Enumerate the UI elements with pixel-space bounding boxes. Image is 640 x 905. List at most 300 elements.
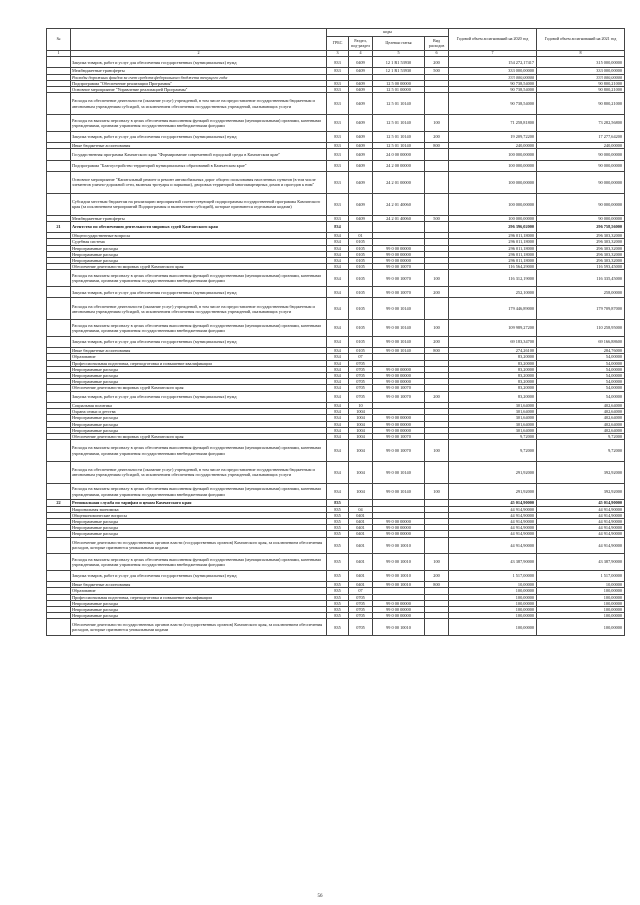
row-amount-2021-cell: 54,00000 — [537, 391, 625, 402]
row-grbs-cell: 834 — [327, 270, 349, 287]
table-row — [47, 554, 625, 571]
row-grbs-cell: 833 — [327, 215, 349, 221]
row-grbs-cell: 834 — [327, 433, 349, 439]
row-grbs-cell: 835 — [327, 600, 349, 606]
header-name — [71, 29, 327, 51]
header-year-2021: Годовой объем ассигнований на 2021 год — [537, 29, 625, 51]
row-name-cell: Закупка товаров, работ и услуг для обеспечения государственных (муниципальных) нужд — [71, 57, 327, 68]
row-grbs-cell: 833 — [327, 115, 349, 132]
row-name-cell: Национальная экономика — [71, 506, 327, 512]
row-name-cell: Расходы на выплаты персоналу в целях обеспечения выполнения функций государственными (муниципальными) органами, казенными учреждениями, органами управления государственными внебюджетными фондами — [71, 483, 327, 500]
row-grbs-cell: 834 — [327, 264, 349, 270]
row-vid-cell — [425, 619, 449, 636]
row-amount-2020-cell: 116 564,29000 — [449, 264, 537, 270]
row-stat-cell: 99 0 00 10140 — [373, 336, 425, 347]
row-razdel-cell: 0705 — [349, 379, 373, 385]
row-stat-cell: 99 0 00 10140 — [373, 320, 425, 337]
row-amount-2020-cell: 296 011,18000 — [449, 245, 537, 251]
row-name-cell: Обеспечение деятельности мировых судей Камчатского края — [71, 385, 327, 391]
row-name-cell: Охрана семьи и детства — [71, 409, 327, 415]
row-vid-cell: 100 — [425, 554, 449, 571]
row-amount-2021-cell: 116 335,45000 — [537, 270, 625, 287]
row-stat-cell: 12 5 00 00000 — [373, 80, 425, 86]
row-amount-2021-cell: 1 517,00000 — [537, 570, 625, 581]
row-vid-cell — [425, 160, 449, 171]
row-grbs-cell: 835 — [327, 518, 349, 524]
row-number-cell — [47, 537, 71, 554]
row-grbs-cell: 833 — [327, 80, 349, 86]
row-stat-cell: 99 0 00 10070 — [373, 440, 425, 462]
row-razdel-cell: 1004 — [349, 433, 373, 439]
row-grbs-cell: 834 — [327, 298, 349, 320]
table-row — [47, 619, 625, 636]
row-name-cell: Непрограммные расходы — [71, 379, 327, 385]
table-row — [47, 221, 625, 232]
row-amount-2021-cell: 100,00000 — [537, 619, 625, 636]
table-row — [47, 391, 625, 402]
row-grbs-cell: 833 — [327, 57, 349, 68]
row-grbs-cell: 833 — [327, 171, 349, 193]
row-amount-2020-cell: 100,00000 — [449, 594, 537, 600]
row-grbs-cell: 834 — [327, 409, 349, 415]
row-stat-cell: 99 0 00 00000 — [373, 518, 425, 524]
table-row — [47, 57, 625, 68]
row-amount-2021-cell: 44 914,90000 — [537, 525, 625, 531]
row-grbs-cell: 835 — [327, 500, 349, 506]
row-stat-cell: 99 0 00 00000 — [373, 427, 425, 433]
row-name-cell: Обеспечение деятельности мировых судей Камчатского края — [71, 433, 327, 439]
row-stat-cell: 99 0 00 10140 — [373, 461, 425, 483]
row-name-cell: Непрограммные расходы — [71, 372, 327, 378]
row-amount-2021-cell: 402,64000 — [537, 402, 625, 408]
row-name-cell: Расходы на выплаты персоналу в целях обеспечения выполнения функций государственными (муниципальными) органами, казенными учреждениями, органами управления государственными внебюджетными фондами — [71, 554, 327, 571]
row-stat-cell: 99 0 00 00000 — [373, 257, 425, 263]
col-number-8: 8 — [537, 51, 625, 57]
row-number-cell — [47, 320, 71, 337]
row-amount-2020-cell: 90 738,54000 — [449, 93, 537, 115]
row-name-cell: Образование — [71, 354, 327, 360]
row-razdel-cell: 1004 — [349, 483, 373, 500]
table-row — [47, 570, 625, 581]
row-razdel-cell: 0409 — [349, 57, 373, 68]
row-vid-cell: 100 — [425, 115, 449, 132]
row-vid-cell: 800 — [425, 348, 449, 354]
row-amount-2021-cell: 54,00000 — [537, 372, 625, 378]
row-razdel-cell: 0409 — [349, 149, 373, 160]
row-razdel-cell: 0105 — [349, 264, 373, 270]
row-amount-2020-cell: 100,00000 — [449, 613, 537, 619]
row-stat-cell: 99 0 00 10140 — [373, 298, 425, 320]
row-stat-cell: 99 0 00 00000 — [373, 531, 425, 537]
row-razdel-cell: 0401 — [349, 525, 373, 531]
col-number-4: 4 — [349, 51, 373, 57]
row-razdel-cell: 0401 — [349, 537, 373, 554]
row-vid-cell: 100 — [425, 270, 449, 287]
col-number-6: 6 — [425, 51, 449, 57]
row-grbs-cell: 834 — [327, 391, 349, 402]
row-razdel-cell: 0105 — [349, 251, 373, 257]
row-amount-2021-cell: 402,64000 — [537, 427, 625, 433]
row-stat-cell: 99 0 00 10010 — [373, 582, 425, 588]
row-amount-2021-cell: 100,00000 — [537, 594, 625, 600]
row-razdel-cell: 0105 — [349, 348, 373, 354]
row-vid-cell: 100 — [425, 320, 449, 337]
row-stat-cell: 99 0 00 10070 — [373, 270, 425, 287]
row-stat-cell: 99 0 00 00000 — [373, 613, 425, 619]
row-amount-2020-cell: 296 396,02000 — [449, 221, 537, 232]
row-grbs-cell: 835 — [327, 554, 349, 571]
row-amount-2021-cell: 392,92000 — [537, 483, 625, 500]
row-amount-2020-cell: 44 914,90000 — [449, 525, 537, 531]
row-amount-2021-cell: 54,00000 — [537, 379, 625, 385]
row-name-cell: Непрограммные расходы — [71, 257, 327, 263]
row-amount-2021-cell: 258,00000 — [537, 286, 625, 297]
table-row — [47, 298, 625, 320]
row-name-cell: Образование — [71, 588, 327, 594]
row-grbs-cell: 834 — [327, 239, 349, 245]
row-razdel-cell: 0401 — [349, 570, 373, 581]
page-number: 56 — [317, 894, 323, 899]
row-amount-2020-cell: 100,00000 — [449, 600, 537, 606]
row-grbs-cell: 835 — [327, 570, 349, 581]
row-amount-2021-cell: 90 000,00000 — [537, 160, 625, 171]
row-name-cell: Непрограммные расходы — [71, 245, 327, 251]
row-name-cell: Непрограммные расходы — [71, 251, 327, 257]
row-amount-2020-cell: 100 000,00000 — [449, 149, 537, 160]
row-amount-2020-cell: 274,26100 — [449, 348, 537, 354]
row-grbs-cell: 834 — [327, 421, 349, 427]
row-name-cell: Непрограммные расходы — [71, 366, 327, 372]
header-vid: Вид расходов — [425, 37, 449, 51]
row-amount-2020-cell: 44 914,90000 — [449, 506, 537, 512]
row-amount-2021-cell: 333 000,00000 — [537, 68, 625, 74]
row-grbs-cell: 833 — [327, 149, 349, 160]
row-stat-cell: 12 5 01 10140 — [373, 142, 425, 148]
row-stat-cell: 99 0 00 10140 — [373, 348, 425, 354]
row-name-cell: Иные бюджетные ассигнования — [71, 142, 327, 148]
row-name-cell: Непрограммные расходы — [71, 531, 327, 537]
row-stat-cell: 12 5 01 10140 — [373, 115, 425, 132]
row-grbs-cell: 835 — [327, 619, 349, 636]
row-razdel-cell: 0105 — [349, 298, 373, 320]
row-amount-2020-cell: 301,64000 — [449, 427, 537, 433]
row-amount-2021-cell: 110 258,95000 — [537, 320, 625, 337]
row-vid-cell: 500 — [425, 215, 449, 221]
row-amount-2021-cell: 10,00000 — [537, 582, 625, 588]
row-name-cell: Непрограммные расходы — [71, 606, 327, 612]
row-amount-2021-cell: 296 303,32000 — [537, 233, 625, 239]
row-grbs-cell: 834 — [327, 483, 349, 500]
col-number-5: 5 — [373, 51, 425, 57]
row-vid-cell — [425, 298, 449, 320]
row-amount-2021-cell: 44 914,90000 — [537, 512, 625, 518]
row-amount-2021-cell: 100,00000 — [537, 588, 625, 594]
row-name-cell: Подпрограмма "Обеспечение реализации Программы" — [71, 80, 327, 86]
row-grbs-cell: 834 — [327, 440, 349, 462]
row-razdel-cell: 1004 — [349, 409, 373, 415]
row-razdel-cell: 0705 — [349, 594, 373, 600]
row-razdel-cell: 0105 — [349, 270, 373, 287]
row-vid-cell — [425, 93, 449, 115]
table-row — [47, 270, 625, 287]
row-razdel-cell: 10 — [349, 402, 373, 408]
row-vid-cell: 200 — [425, 286, 449, 297]
row-number-cell — [47, 149, 71, 160]
row-grbs-cell: 834 — [327, 360, 349, 366]
row-amount-2020-cell: 296 011,18000 — [449, 233, 537, 239]
row-name-cell: Закупка товаров, работ и услуг для обеспечения государственных (муниципальных) нужд — [71, 391, 327, 402]
row-razdel-cell: 0409 — [349, 93, 373, 115]
row-name-cell: Общеэкономические вопросы — [71, 512, 327, 518]
row-amount-2021-cell: 54,00000 — [537, 366, 625, 372]
row-name-cell: Межбюджетные трансферты — [71, 68, 327, 74]
table-row — [47, 160, 625, 171]
row-number-cell — [47, 440, 71, 462]
row-grbs-cell: 834 — [327, 415, 349, 421]
row-stat-cell: 99 0 00 10070 — [373, 385, 425, 391]
row-amount-2020-cell: 100,00000 — [449, 606, 537, 612]
row-name-cell: Непрограммные расходы — [71, 421, 327, 427]
row-stat-cell: 12 1 R1 53930 — [373, 68, 425, 74]
row-razdel-cell: 0705 — [349, 600, 373, 606]
row-amount-2021-cell: 179 709,87000 — [537, 298, 625, 320]
row-number-cell — [47, 554, 71, 571]
row-grbs-cell: 835 — [327, 525, 349, 531]
row-grbs-cell: 835 — [327, 613, 349, 619]
row-amount-2021-cell: 44 914,90000 — [537, 531, 625, 537]
row-grbs-cell: 834 — [327, 354, 349, 360]
row-amount-2021-cell: 296 303,32000 — [537, 251, 625, 257]
row-razdel-cell: 0409 — [349, 193, 373, 215]
row-number-cell — [47, 570, 71, 581]
row-name-cell: Расходы на выплаты персоналу в целях обеспечения выполнения функций государственными (муниципальными) органами, казенными учреждениями, органами управления государственными внебюджетными фондами — [71, 440, 327, 462]
row-stat-cell: 24 0 00 00000 — [373, 149, 425, 160]
row-grbs-cell: 834 — [327, 257, 349, 263]
row-name-cell: Профессиональная подготовка, переподготовка и повышение квалификации — [71, 360, 327, 366]
row-stat-cell: 12 5 01 10140 — [373, 131, 425, 142]
table-body — [47, 57, 625, 636]
row-grbs-cell: 834 — [327, 251, 349, 257]
row-grbs-cell: 834 — [327, 320, 349, 337]
row-razdel-cell: 0105 — [349, 245, 373, 251]
row-name-cell: Расходы на обеспечение деятельности (оказание услуг) учреждений, в том числе на предоставление государственным бюджетным и автономным учреждениям субсидий, за исключением обеспечения государственных учреждений, оказывающих услуги — [71, 461, 327, 483]
budget-table-sheet — [46, 28, 624, 636]
row-stat-cell: 99 0 00 10070 — [373, 391, 425, 402]
row-vid-cell: 200 — [425, 570, 449, 581]
row-stat-cell: 99 0 00 00000 — [373, 245, 425, 251]
row-razdel-cell: 0409 — [349, 80, 373, 86]
row-grbs-cell: 834 — [327, 427, 349, 433]
row-name-cell: Закупка товаров, работ и услуг для обеспечения государственных (муниципальных) нужд — [71, 286, 327, 297]
row-amount-2020-cell: 44 914,90000 — [449, 537, 537, 554]
row-amount-2021-cell: 315 000,00000 — [537, 57, 625, 68]
row-amount-2020-cell: 291,92000 — [449, 483, 537, 500]
row-name-cell: Субсидии местным бюджетам на реализацию мероприятий соответствующей подпрограммы государственной программы Камчатского края (за исключением мероприятий Подпрограммы и включением субсидий), которые признаются отдельными кодами) — [71, 193, 327, 215]
col-number-1: 1 — [47, 51, 71, 57]
row-amount-2020-cell: 109 989,27200 — [449, 320, 537, 337]
row-grbs-cell: 833 — [327, 93, 349, 115]
row-amount-2020-cell: 83,20000 — [449, 360, 537, 366]
row-razdel-cell: 0705 — [349, 360, 373, 366]
row-grbs-cell: 834 — [327, 402, 349, 408]
row-amount-2020-cell: 154 272,17417 — [449, 57, 537, 68]
row-stat-cell: 99 0 00 10070 — [373, 286, 425, 297]
row-amount-2021-cell: 44 914,90000 — [537, 537, 625, 554]
table-row — [47, 320, 625, 337]
row-amount-2021-cell: 54,00000 — [537, 385, 625, 391]
row-vid-cell — [425, 461, 449, 483]
row-name-cell: Непрограммные расходы — [71, 525, 327, 531]
row-name-cell: Межбюджетные трансферты — [71, 215, 327, 221]
row-vid-cell: 200 — [425, 336, 449, 347]
row-stat-cell: 99 0 00 00000 — [373, 600, 425, 606]
header-grbs: ГРБС — [327, 37, 349, 51]
row-amount-2020-cell: 44 914,90000 — [449, 518, 537, 524]
row-name-cell: Социальная политика — [71, 402, 327, 408]
row-name-cell: Иные бюджетные ассигнования — [71, 582, 327, 588]
col-number-3: 3 — [327, 51, 349, 57]
row-grbs-cell: 834 — [327, 461, 349, 483]
table-row — [47, 193, 625, 215]
row-number-cell — [47, 270, 71, 287]
row-amount-2021-cell: 116 593,45000 — [537, 264, 625, 270]
row-name-cell: Подпрограмма "Благоустройство территорий муниципальных образований в Камчатском крае" — [71, 160, 327, 171]
row-number-cell — [47, 115, 71, 132]
row-grbs-cell: 833 — [327, 160, 349, 171]
row-amount-2021-cell: 392,92000 — [537, 461, 625, 483]
row-stat-cell: 99 0 00 00000 — [373, 415, 425, 421]
row-razdel-cell: 0705 — [349, 606, 373, 612]
row-grbs-cell: 834 — [327, 221, 349, 232]
row-amount-2020-cell: 83,20000 — [449, 372, 537, 378]
row-grbs-cell: 835 — [327, 537, 349, 554]
row-amount-2020-cell: 179 446,89000 — [449, 298, 537, 320]
row-vid-cell: 200 — [425, 57, 449, 68]
row-amount-2020-cell: 83,20000 — [449, 354, 537, 360]
row-amount-2021-cell: 17 277,64200 — [537, 131, 625, 142]
row-name-cell: Расходы на обеспечение деятельности (оказание услуг) учреждений, в том числе на предоставление государственным бюджетным и автономным учреждениям субсидий, за исключением обеспечения государственных учреждений, оказывающих услуги — [71, 93, 327, 115]
row-razdel-cell — [349, 221, 373, 232]
row-amount-2020-cell: 10,00000 — [449, 582, 537, 588]
row-razdel-cell: 0705 — [349, 385, 373, 391]
row-razdel-cell: 0705 — [349, 613, 373, 619]
row-name-cell: Иные бюджетные ассигнования — [71, 348, 327, 354]
row-name-cell: Закупка товаров, работ и услуг для обеспечения государственных (муниципальных) нужд — [71, 570, 327, 581]
row-amount-2021-cell: 90 000,00000 — [537, 193, 625, 215]
table-row — [47, 171, 625, 193]
row-vid-cell — [425, 221, 449, 232]
row-amount-2020-cell: 100 000,00000 — [449, 160, 537, 171]
row-razdel-cell: 0409 — [349, 171, 373, 193]
row-name-cell: Непрограммные расходы — [71, 415, 327, 421]
row-name-cell: Обеспечение деятельности мировых судей Камчатского края — [71, 264, 327, 270]
row-stat-cell: 24 2 01 00000 — [373, 171, 425, 193]
row-amount-2020-cell: 301,64000 — [449, 402, 537, 408]
row-stat-cell: 99 0 00 10140 — [373, 483, 425, 500]
row-amount-2020-cell: 252,10000 — [449, 286, 537, 297]
row-amount-2021-cell: 284,76000 — [537, 348, 625, 354]
row-stat-cell: 99 0 00 00000 — [373, 606, 425, 612]
row-razdel-cell: 0105 — [349, 239, 373, 245]
row-razdel-cell: 07 — [349, 354, 373, 360]
row-amount-2021-cell: 90 000,00000 — [537, 149, 625, 160]
row-razdel-cell: 0401 — [349, 582, 373, 588]
row-amount-2020-cell: 19 209,72200 — [449, 131, 537, 142]
row-name-cell: Закупка товаров, работ и услуг для обеспечения государственных (муниципальных) нужд — [71, 336, 327, 347]
row-stat-cell: 24 2 01 40060 — [373, 215, 425, 221]
row-amount-2021-cell: 9,72000 — [537, 433, 625, 439]
table-row — [47, 131, 625, 142]
row-grbs-cell: 835 — [327, 594, 349, 600]
row-name-cell: Основное мероприятие "Капитальный ремонт и ремонт автомобильных дорог общего пользования населенных пунктов (в том числе элементов улично-дорожной сети, включая тротуары и парковки), дворовых территорий многоквартирных домов и проездов к ним" — [71, 171, 327, 193]
row-grbs-cell: 833 — [327, 193, 349, 215]
row-number-cell — [47, 619, 71, 636]
row-amount-2021-cell: 296 758,56000 — [537, 221, 625, 232]
row-amount-2021-cell: 402,64000 — [537, 415, 625, 421]
row-name-cell: Обеспечение деятельности государственных органов власти (государственных органов) Камчатского края, за исключением обеспечения расходов, которые признаются уникальными кодами — [71, 619, 327, 636]
row-amount-2021-cell: 296 303,32000 — [537, 257, 625, 263]
row-razdel-cell: 1004 — [349, 461, 373, 483]
row-stat-cell: 99 0 00 00000 — [373, 366, 425, 372]
row-amount-2020-cell: 333 000,00000 — [449, 68, 537, 74]
row-amount-2020-cell: 116 312,19000 — [449, 270, 537, 287]
row-razdel-cell: 0705 — [349, 391, 373, 402]
row-amount-2021-cell: 44 914,90000 — [537, 518, 625, 524]
row-number-cell — [47, 391, 71, 402]
table-row — [47, 483, 625, 500]
row-stat-cell: 12 5 01 10140 — [373, 93, 425, 115]
row-stat-cell: 99 0 00 00000 — [373, 379, 425, 385]
row-amount-2020-cell: 100 000,00000 — [449, 171, 537, 193]
row-vid-cell — [425, 537, 449, 554]
row-vid-cell: 500 — [425, 68, 449, 74]
row-stat-cell: 99 0 00 00000 — [373, 251, 425, 257]
table-row — [47, 149, 625, 160]
row-grbs-cell: 835 — [327, 512, 349, 518]
row-vid-cell: 100 — [425, 483, 449, 500]
row-grbs-cell: 834 — [327, 385, 349, 391]
row-amount-2020-cell: 240,00000 — [449, 142, 537, 148]
row-grbs-cell: 834 — [327, 286, 349, 297]
row-name-cell: Обеспечение деятельности государственных органов власти (государственных органов) Камчатского края, за исключением обеспечения расходов, которые признаются уникальными кодами — [71, 537, 327, 554]
row-amount-2020-cell: 333 000,00000 — [449, 74, 537, 80]
row-razdel-cell: 04 — [349, 506, 373, 512]
row-grbs-cell: 835 — [327, 506, 349, 512]
row-razdel-cell: 0409 — [349, 215, 373, 221]
row-name-cell: Расходы на выплаты персоналу в целях обеспечения выполнения функций государственными (муниципальными) органами, казенными учреждениями, органами управления государственными внебюджетными фондами — [71, 320, 327, 337]
row-name-cell: Расходы на выплаты персоналу в целях обеспечения выполнения функций государственными (муниципальными) органами, казенными учреждениями, органами управления государственными внебюджетными фондами — [71, 270, 327, 287]
header-codes: коды — [327, 29, 449, 37]
row-stat-cell: 99 0 00 10010 — [373, 537, 425, 554]
table-header — [47, 29, 625, 57]
row-amount-2021-cell: 54,00000 — [537, 360, 625, 366]
row-amount-2021-cell: 100,00000 — [537, 600, 625, 606]
table-row — [47, 336, 625, 347]
row-amount-2021-cell: 333 000,00000 — [537, 74, 625, 80]
row-grbs-cell: 834 — [327, 379, 349, 385]
row-vid-cell: 800 — [425, 582, 449, 588]
row-amount-2021-cell: 402,64000 — [537, 409, 625, 415]
row-amount-2021-cell: 90 800,21000 — [537, 93, 625, 115]
row-amount-2020-cell: 9,72000 — [449, 433, 537, 439]
row-razdel-cell: 0705 — [349, 372, 373, 378]
row-grbs-cell: 834 — [327, 336, 349, 347]
row-stat-cell: 99 0 00 00000 — [373, 372, 425, 378]
row-stat-cell — [373, 221, 425, 232]
row-number-cell — [47, 131, 71, 142]
row-number-cell — [47, 461, 71, 483]
table-row — [47, 461, 625, 483]
